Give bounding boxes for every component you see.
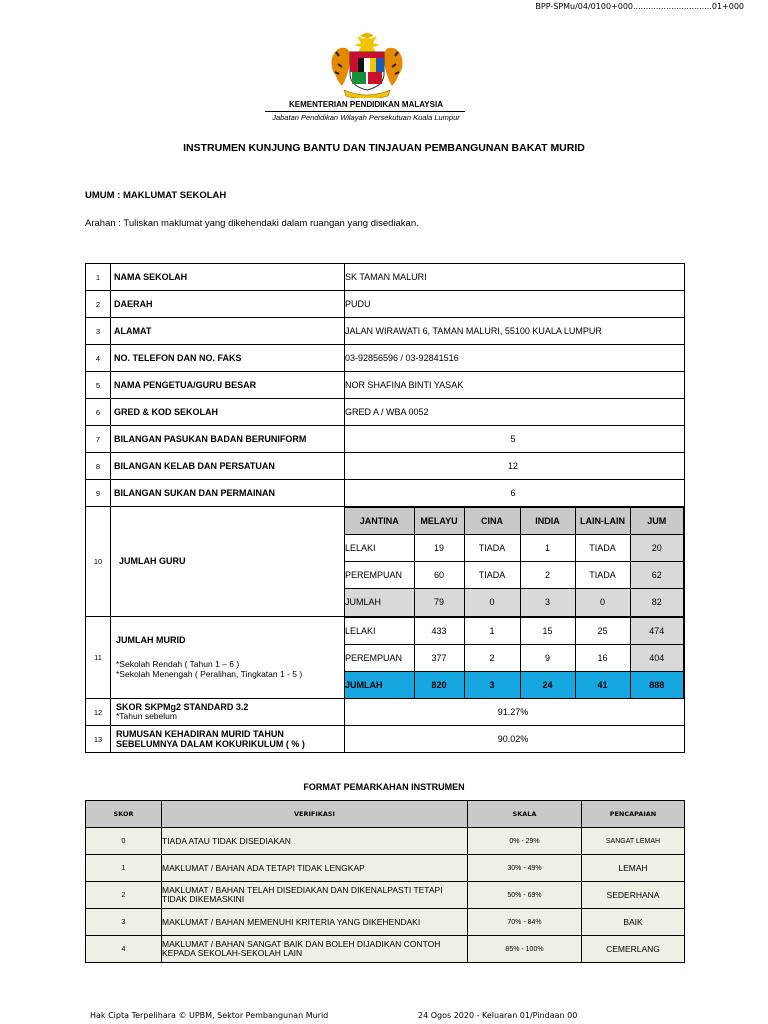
cell[interactable]: TIADA <box>464 562 520 589</box>
score-cell: 2 <box>86 882 162 909</box>
row-number: 10 <box>86 507 111 617</box>
table-row <box>345 617 684 644</box>
row-number: 9 <box>86 480 111 507</box>
cell[interactable]: 19 <box>414 535 464 562</box>
table-row <box>86 480 685 507</box>
row-label: JUMLAH MURID <box>116 635 186 646</box>
verification-cell: MAKLUMAT / BAHAN SANGAT BAIK DAN BOLEH DIJADIKAN CONTOH KEPADA SEKOLAH-SEKOLAH LAIN <box>162 936 468 963</box>
achievement-cell: CEMERLANG <box>582 936 685 963</box>
row-label: DAERAH <box>111 291 345 318</box>
student-count-table <box>345 617 684 699</box>
table-row <box>345 644 684 671</box>
school-grade-field[interactable]: GRED A / WBA 0052 <box>345 399 685 426</box>
cell: JUMLAH <box>345 589 414 616</box>
row-label: GRED & KOD SEKOLAH <box>111 399 345 426</box>
row-number: 1 <box>86 264 111 291</box>
cell[interactable]: 2 <box>520 562 575 589</box>
table-row <box>86 264 685 291</box>
table-row <box>345 562 684 589</box>
verification-cell: MAKLUMAT / BAHAN ADA TETAPI TIDAK LENGKAP <box>162 855 468 882</box>
scoring-format-table <box>85 800 685 963</box>
column-header: INDIA <box>520 508 575 535</box>
table-row <box>86 882 685 909</box>
document-reference: BPP-SPMu/04/0100+000...............................01+000 <box>535 2 744 11</box>
row-number: 6 <box>86 399 111 426</box>
row-label: JUMLAH GURU <box>111 507 345 617</box>
table-row <box>86 616 685 699</box>
row-number: 3 <box>86 318 111 345</box>
verification-cell: MAKLUMAT / BAHAN TELAH DISEDIAKAN DAN DIKENALPASTI TETAPI TIDAK DIKEMASKINI <box>162 882 468 909</box>
cell: 3 <box>520 589 575 616</box>
scale-cell: 85% - 100% <box>468 936 582 963</box>
section-heading: UMUM : MAKLUMAT SEKOLAH <box>85 190 227 201</box>
clubs-field[interactable]: 12 <box>345 453 685 480</box>
total-cell: 20 <box>630 535 684 562</box>
verification-cell: TIADA ATAU TIDAK DISEDIAKAN <box>162 828 468 855</box>
malaysia-coat-of-arms-logo <box>322 30 412 98</box>
achievement-cell: SEDERHANA <box>582 882 685 909</box>
column-header: CINA <box>464 508 520 535</box>
total-cell: 62 <box>630 562 684 589</box>
cell[interactable]: 1 <box>464 617 520 644</box>
department-name: Jabatan Pendidikan Wilayah Persekutuan Kuala Lumpur <box>272 113 460 122</box>
cell[interactable]: 1 <box>520 535 575 562</box>
cell[interactable]: 433 <box>414 617 464 644</box>
table-row <box>86 453 685 480</box>
scale-cell: 70% - 84% <box>468 909 582 936</box>
cell[interactable]: 60 <box>414 562 464 589</box>
table-row <box>86 291 685 318</box>
table-row <box>86 318 685 345</box>
column-header: LAIN-LAIN <box>575 508 630 535</box>
cell: JUMLAH <box>345 671 414 698</box>
instruction-text: Arahan : Tuliskan maklumat yang dikehendaki dalam ruangan yang disediakan. <box>85 218 419 229</box>
cell[interactable]: TIADA <box>464 535 520 562</box>
school-name-field[interactable]: SK TAMAN MALURI <box>345 264 685 291</box>
skpmg2-score-field[interactable]: 91.27% <box>345 699 685 726</box>
teacher-count-table <box>345 507 684 616</box>
note-text: *Sekolah Rendah ( Tahun 1 – 6 ) <box>116 659 240 670</box>
page-title: INSTRUMEN KUNJUNG BANTU DAN TINJAUAN PEMBANGUNAN BAKAT MURID <box>183 142 585 154</box>
row-number: 4 <box>86 345 111 372</box>
row-label-block <box>111 616 345 699</box>
footer-copyright: Hak Cipta Terpelihara © UPBM, Sektor Pembangunan Murid <box>90 1011 329 1020</box>
row-number: 12 <box>86 699 111 726</box>
row-label: NO. TELEFON DAN NO. FAKS <box>111 345 345 372</box>
cell[interactable]: 9 <box>520 644 575 671</box>
row-label: RUMUSAN KEHADIRAN MURID TAHUN SEBELUMNYA DALAM KOKURIKULUM ( % ) <box>111 726 345 753</box>
row-label: ALAMAT <box>111 318 345 345</box>
cell[interactable]: 2 <box>464 644 520 671</box>
scale-cell: 0% - 29% <box>468 828 582 855</box>
row-number: 8 <box>86 453 111 480</box>
score-cell: 1 <box>86 855 162 882</box>
cell[interactable]: 25 <box>575 617 630 644</box>
column-header: JANTINA <box>345 508 414 535</box>
table-row <box>86 372 685 399</box>
principal-name-field[interactable]: NOR SHAFINA BINTI YASAK <box>345 372 685 399</box>
cell: PEREMPUAN <box>345 562 414 589</box>
cell: 3 <box>464 671 520 698</box>
cell: 41 <box>575 671 630 698</box>
footer-date: 24 Ogos 2020 - Keluaran 01/Pindaan 00 <box>418 1011 578 1020</box>
cell: 0 <box>464 589 520 616</box>
uniform-units-field[interactable]: 5 <box>345 426 685 453</box>
total-cell: 82 <box>630 589 684 616</box>
cell: 24 <box>520 671 575 698</box>
cell: 0 <box>575 589 630 616</box>
column-header: VERIFIKASI <box>162 801 468 828</box>
cell[interactable]: 16 <box>575 644 630 671</box>
achievement-cell: SANGAT LEMAH <box>582 828 685 855</box>
school-info-table <box>85 263 685 753</box>
sports-field[interactable]: 6 <box>345 480 685 507</box>
teacher-count-cell <box>345 507 685 617</box>
table-row <box>86 345 685 372</box>
verification-cell: MAKLUMAT / BAHAN MEMENUHI KRITERIA YANG DIKEHENDAKI <box>162 909 468 936</box>
row-number: 13 <box>86 726 111 753</box>
row-label: SKOR SKPMg2 STANDARD 3.2 <box>116 702 249 712</box>
row-label: BILANGAN PASUKAN BADAN BERUNIFORM <box>111 426 345 453</box>
cell[interactable]: TIADA <box>575 535 630 562</box>
row-label-block <box>111 699 345 726</box>
cell: 79 <box>414 589 464 616</box>
column-header: SKALA <box>468 801 582 828</box>
cell[interactable]: 377 <box>414 644 464 671</box>
column-header: JUM <box>630 508 684 535</box>
cell: PEREMPUAN <box>345 644 414 671</box>
score-cell: 3 <box>86 909 162 936</box>
scale-cell: 50% - 69% <box>468 882 582 909</box>
cell[interactable]: TIADA <box>575 562 630 589</box>
score-cell: 4 <box>86 936 162 963</box>
note-text: *Tahun sebelum <box>116 711 177 721</box>
table-row <box>86 855 685 882</box>
table-header-row <box>86 801 685 828</box>
table-row <box>86 426 685 453</box>
column-header: PENCAPAIAN <box>582 801 685 828</box>
attendance-summary-field[interactable]: 90.02% <box>345 726 685 753</box>
cell: LELAKI <box>345 535 414 562</box>
total-row <box>345 671 684 698</box>
achievement-cell: LEMAH <box>582 855 685 882</box>
row-label: NAMA SEKOLAH <box>111 264 345 291</box>
district-field[interactable]: PUDU <box>345 291 685 318</box>
achievement-cell: BAIK <box>582 909 685 936</box>
table-row <box>345 589 684 616</box>
row-number: 5 <box>86 372 111 399</box>
table-row <box>86 399 685 426</box>
row-number: 2 <box>86 291 111 318</box>
total-cell: 404 <box>630 644 684 671</box>
table-row <box>86 726 685 753</box>
score-cell: 0 <box>86 828 162 855</box>
phone-fax-field[interactable]: 03-92856596 / 03-92841516 <box>345 345 685 372</box>
table-row <box>86 507 685 617</box>
table-row <box>86 828 685 855</box>
table-row <box>86 699 685 726</box>
ministry-name: KEMENTERIAN PENDIDIKAN MALAYSIA <box>289 100 443 109</box>
row-label: NAMA PENGETUA/GURU BESAR <box>111 372 345 399</box>
row-number: 7 <box>86 426 111 453</box>
cell[interactable]: 15 <box>520 617 575 644</box>
cell: 820 <box>414 671 464 698</box>
table-row <box>86 909 685 936</box>
cell: LELAKI <box>345 617 414 644</box>
column-header: MELAYU <box>414 508 464 535</box>
row-label: BILANGAN SUKAN DAN PERMAINAN <box>111 480 345 507</box>
column-header: SKOR <box>86 801 162 828</box>
scale-cell: 30% - 49% <box>468 855 582 882</box>
student-count-cell <box>345 616 685 699</box>
row-label: BILANGAN KELAB DAN PERSATUAN <box>111 453 345 480</box>
address-field[interactable]: JALAN WIRAWATI 6, TAMAN MALURI, 55100 KUALA LUMPUR <box>345 318 685 345</box>
total-cell: 888 <box>630 671 684 698</box>
row-number: 11 <box>86 616 111 699</box>
divider-line <box>265 111 465 112</box>
format-title: FORMAT PEMARKAHAN INSTRUMEN <box>303 782 465 792</box>
note-text: *Sekolah Menengah ( Peralihan, Tingkatan 1 - 5 ) <box>116 669 303 680</box>
table-row <box>345 535 684 562</box>
table-row <box>86 936 685 963</box>
total-cell: 474 <box>630 617 684 644</box>
